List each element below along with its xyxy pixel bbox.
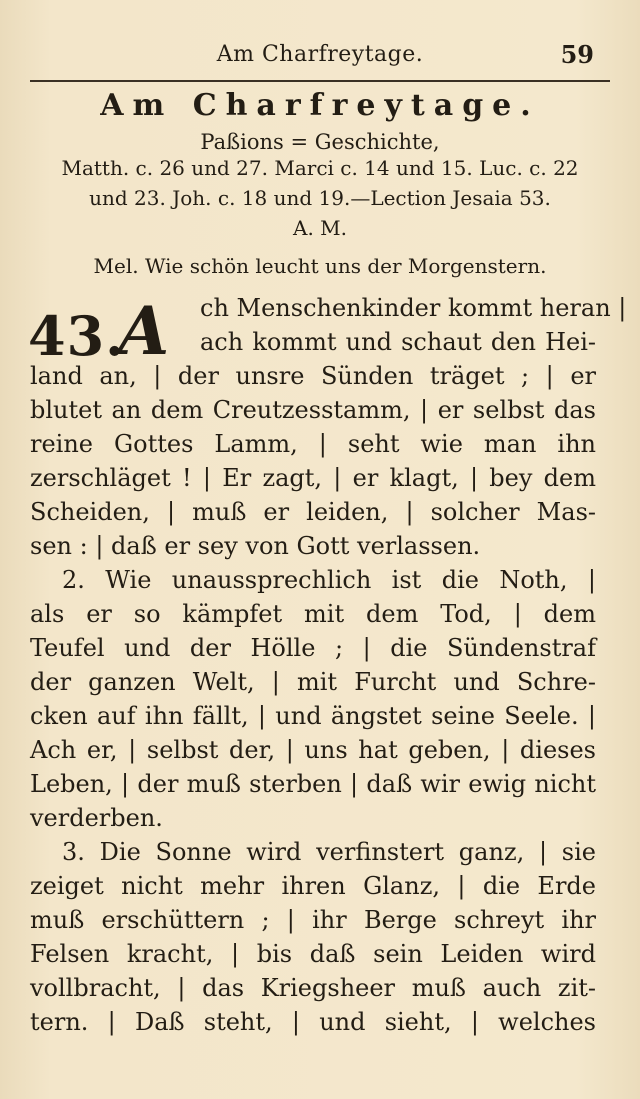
drop-cap: A <box>118 292 170 370</box>
running-head <box>0 40 640 72</box>
text-line: ach kommt und schaut den Hei- <box>200 328 596 356</box>
section-subtitle: Paßions = Geschichte, <box>200 130 440 154</box>
text-line: zeiget nicht mehr ihren Glanz, | die Erde <box>30 872 596 900</box>
text-line: als er so kämpfet mit dem Tod, | dem <box>30 600 596 628</box>
author-initials: A. M. <box>293 216 347 240</box>
text-line: 3. Die Sonne wird verfinstert ganz, | sie <box>62 838 596 866</box>
text-line: Scheiden, | muß er leiden, | solcher Mas- <box>30 498 596 526</box>
text-line: land an, | der unsre Sünden träget ; | er <box>30 362 596 390</box>
text-line: zerschläget ! | Er zagt, | er klagt, | bey dem <box>30 464 596 492</box>
text-line: muß erschüttern ; | ihr Berge schreyt ihr <box>30 906 596 934</box>
text-line: cken auf ihn fällt, | und ängstet seine Seele. | <box>30 702 596 730</box>
text-line: Teufel und der Hölle ; | die Sündenstraf <box>30 634 596 662</box>
scripture-references-2: und 23. Joh. c. 18 und 19.—Lection Jesaia 53. <box>89 186 551 210</box>
running-head-title: Am Charfreytage. <box>216 42 424 67</box>
text-line: sen : | daß er sey von Gott verlassen. <box>30 532 481 560</box>
text-line: Leben, | der muß sterben | daß wir ewig nicht <box>30 770 596 798</box>
text-line: blutet an dem Creutzesstamm, | er selbst das <box>30 396 596 424</box>
melody-line: Mel. Wie schön leucht uns der Morgenstern. <box>93 254 547 278</box>
text-line: tern. | Daß steht, | und sieht, | welches <box>30 1008 596 1036</box>
scripture-references-1: Matth. c. 26 und 27. Marci c. 14 und 15. Luc. c. 22 <box>61 156 579 180</box>
text-line: der ganzen Welt, | mit Furcht und Schre- <box>30 668 596 696</box>
hymn-number: 43. <box>28 304 125 368</box>
page-number: 59 <box>560 40 594 69</box>
header-rule <box>30 80 610 82</box>
text-line: 2. Wie unaussprechlich ist die Noth, | <box>62 566 596 594</box>
text-line: Felsen kracht, | bis daß sein Leiden wird <box>30 940 596 968</box>
text-line: vollbracht, | das Kriegsheer muß auch zit- <box>30 974 596 1002</box>
text-line: ch Menschenkinder kommt heran | <box>200 294 627 322</box>
text-line: verderben. <box>30 804 163 832</box>
text-line: reine Gottes Lamm, | seht wie man ihn <box>30 430 596 458</box>
text-line: Ach er, | selbst der, | uns hat geben, | dieses <box>30 736 596 764</box>
section-title: Am Charfreytage. <box>100 88 540 123</box>
